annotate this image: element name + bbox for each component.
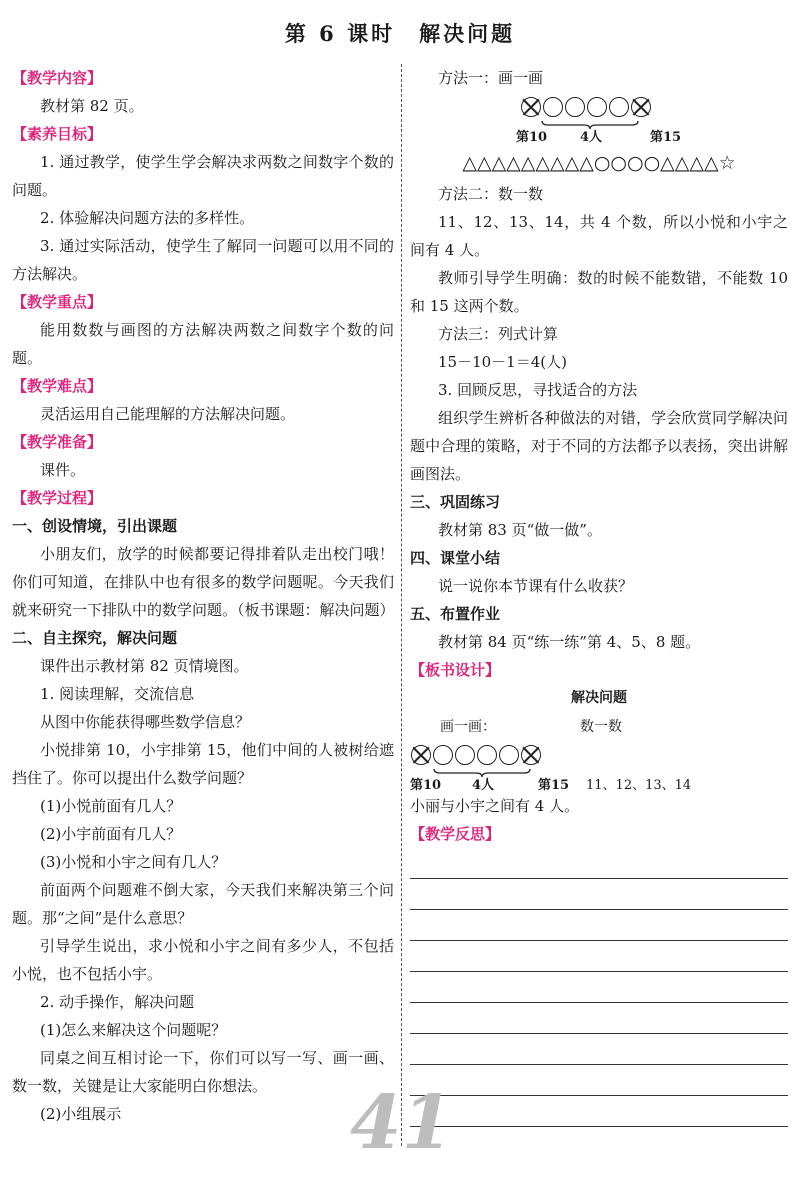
goal-1: 1. 通过教学，使学生学会解决求两数之间数字个数的问题。 bbox=[12, 153, 394, 199]
difficulty-tag: 【教学难点】 bbox=[12, 377, 103, 395]
section-2-f: 引导学生说出，求小悦和小宇之间有多少人，不包括小悦，也不包括小宇。 bbox=[12, 937, 394, 983]
section-2-i: 同桌之间互相讨论一下，你们可以写一写、画一画、数一数，关键是让大家能明白你想法。 bbox=[12, 1049, 394, 1095]
reflection-tag: 【教学反思】 bbox=[410, 825, 501, 843]
prep-tag: 【教学准备】 bbox=[12, 433, 103, 451]
goal-3: 3. 通过实际活动，使学生了解同一问题可以用不同的方法解决。 bbox=[12, 237, 394, 283]
question-2: (2)小宇前面有几人？ bbox=[40, 825, 182, 843]
section-4-heading: 四、课堂小结 bbox=[410, 549, 501, 567]
question-3: (3)小悦和小宇之间有几人？ bbox=[40, 853, 227, 871]
crossed-circle-icon bbox=[521, 97, 541, 117]
crossed-circle-icon bbox=[631, 97, 651, 117]
board-label-4: 4人 bbox=[472, 778, 495, 793]
ruled-line bbox=[410, 1034, 788, 1065]
crossed-circle-icon bbox=[411, 745, 431, 765]
section-2-c: 从图中你能获得哪些数学信息？ bbox=[40, 713, 251, 731]
section-3-text: 教材第 83 页“做一做”。 bbox=[438, 521, 602, 539]
board-labels-row bbox=[410, 712, 788, 740]
section-1-heading: 一、创设情境，引出课题 bbox=[12, 517, 178, 535]
prep-text: 课件。 bbox=[40, 461, 86, 479]
circle-icon bbox=[433, 745, 453, 765]
board-title: 解决问题 bbox=[571, 690, 627, 706]
goal-2: 2. 体验解决问题方法的多样性。 bbox=[40, 209, 255, 227]
ruled-line bbox=[410, 848, 788, 879]
board-draw-label: 画一画： bbox=[440, 719, 496, 735]
section-1-text: 小朋友们，放学的时候都要记得排着队走出校门哦！你们可知道，在排队中也有很多的数学问题呢。今天我们就来研究一下排队中的数学问题。（板书课题：解决问题） bbox=[12, 545, 395, 619]
key-tag: 【教学重点】 bbox=[12, 293, 103, 311]
ruled-line bbox=[410, 910, 788, 941]
crossed-circle-icon bbox=[521, 745, 541, 765]
reflect-step-heading: 3. 回顾反思，寻找适合的方法 bbox=[438, 381, 638, 399]
board-label-15: 第15 bbox=[538, 778, 570, 793]
method-2-heading: 方法二：数一数 bbox=[438, 185, 544, 203]
ruled-line bbox=[410, 1065, 788, 1096]
board-conclusion: 小丽与小宇之间有 4 人。 bbox=[410, 797, 580, 815]
circle-icon bbox=[543, 97, 563, 117]
circle-icon bbox=[609, 97, 629, 117]
circle-icon bbox=[499, 745, 519, 765]
content-text: 教材第 82 页。 bbox=[40, 97, 144, 115]
section-2-heading: 二、自主探究，解决问题 bbox=[12, 629, 178, 647]
goal-tag: 【素养目标】 bbox=[12, 125, 103, 143]
section-2-e: 前面两个问题难不倒大家，今天我们来解决第三个问题。那“之间”是什么意思？ bbox=[12, 881, 394, 927]
board-numbers: 11、12、13、14 bbox=[586, 778, 692, 793]
section-2-j: (2)小组展示 bbox=[40, 1105, 122, 1123]
content-tag: 【教学内容】 bbox=[12, 69, 103, 87]
board-label-10: 第10 bbox=[410, 778, 442, 793]
left-column bbox=[12, 64, 394, 1156]
method-1-heading: 方法一：画一画 bbox=[438, 69, 544, 87]
ruled-line bbox=[410, 972, 788, 1003]
board-drawing bbox=[410, 740, 788, 792]
column-divider bbox=[401, 64, 402, 1146]
method-2-text: 11、12、13、14，共 4 个数，所以小悦和小宇之间有 4 人。 bbox=[410, 213, 788, 259]
page-number: 41 bbox=[350, 1080, 453, 1166]
section-5-heading: 五、布置作业 bbox=[410, 605, 501, 623]
triangle-row: △△△△△△△△△○○○○△△△△☆ bbox=[462, 152, 736, 174]
circle-icon bbox=[477, 745, 497, 765]
board-tag: 【板书设计】 bbox=[410, 661, 501, 679]
circle-icon bbox=[565, 97, 585, 117]
key-text: 能用数数与画图的方法解决两数之间数字个数的问题。 bbox=[12, 321, 394, 367]
ruled-line bbox=[410, 1096, 788, 1127]
circle-icon bbox=[455, 745, 475, 765]
method-2-note: 教师引导学生明确：数的时候不能数错，不能数 10 和 15 这两个数。 bbox=[410, 269, 788, 315]
page-title: 第 6 课时 解决问题 bbox=[284, 21, 516, 46]
label-10: 第10 bbox=[516, 130, 548, 145]
label-4: 4人 bbox=[580, 130, 603, 145]
section-5-text: 教材第 84 页“练一练”第 4、5、8 题。 bbox=[438, 633, 701, 651]
circle-icon bbox=[587, 97, 607, 117]
section-3-heading: 三、巩固练习 bbox=[410, 493, 501, 511]
difficulty-text: 灵活运用自己能理解的方法解决问题。 bbox=[40, 405, 296, 423]
method-1-drawing bbox=[410, 92, 788, 146]
ruled-line bbox=[410, 879, 788, 910]
section-2-a: 课件出示教材第 82 页情境图。 bbox=[40, 657, 249, 675]
section-2-b: 1. 阅读理解，交流信息 bbox=[40, 685, 195, 703]
section-2-h: (1)怎么来解决这个问题呢？ bbox=[40, 1021, 227, 1039]
reflect-step-text: 组织学生辨析各种做法的对错，学会欣赏同学解决问题中合理的策略，对于不同的方法都予以表扬，突出讲解画图法。 bbox=[410, 409, 788, 483]
reflection-lines bbox=[410, 848, 788, 1127]
section-2-d: 小悦排第 10，小宇排第 15，他们中间的人被树给遮挡住了。你可以提出什么数学问题？ bbox=[12, 741, 394, 787]
section-2-g: 2. 动手操作，解决问题 bbox=[40, 993, 195, 1011]
ruled-line bbox=[410, 941, 788, 972]
question-1: (1)小悦前面有几人？ bbox=[40, 797, 182, 815]
label-15: 第15 bbox=[650, 130, 682, 145]
method-3-equation: 15－10－1＝4(人) bbox=[438, 353, 567, 371]
process-tag: 【教学过程】 bbox=[12, 489, 103, 507]
section-4-text: 说一说你本节课有什么收获？ bbox=[438, 577, 634, 595]
method-3-heading: 方法三：列式计算 bbox=[438, 325, 559, 343]
board-count-label: 数一数 bbox=[580, 719, 622, 735]
right-column bbox=[410, 64, 788, 1156]
ruled-line bbox=[410, 1003, 788, 1034]
